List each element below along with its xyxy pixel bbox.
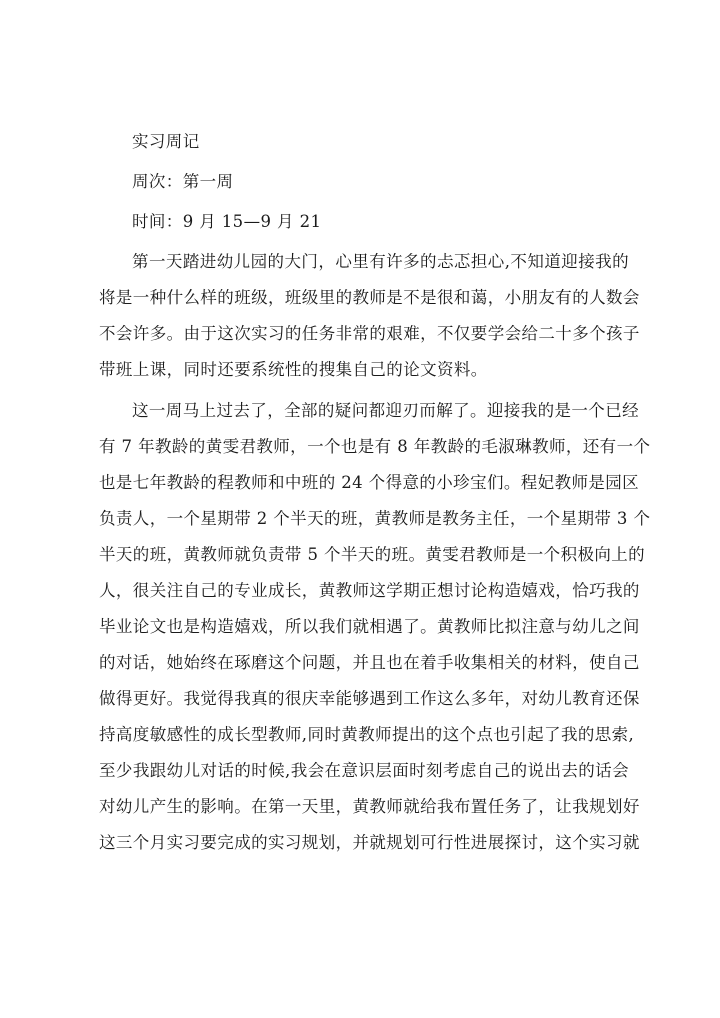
paragraph-2-line: 毕业论文也是构造嬉戏，所以我们就相遇了。黄教师比拟注意与幼儿之间 — [99, 617, 640, 636]
paragraph-2-line: 负责人，一个星期带 2 个半天的班，黄教师是教务主任，一个星期带 3 个 — [99, 509, 651, 528]
paragraph-2-line: 的对话，她始终在琢磨这个问题，并且也在着手收集相关的材料，使自己 — [99, 653, 640, 672]
document-heading: 实习周记 — [132, 132, 200, 151]
paragraph-1-line: 将是一种什么样的班级，班级里的教师是不是很和蔼，小朋友有的人数会 — [99, 288, 640, 307]
paragraph-2-line: 做得更好。我觉得我真的很庆幸能够遇到工作这么多年，对幼儿教育还保 — [99, 689, 640, 708]
paragraph-2-line: 持高度敏感性的成长型教师,同时黄教师提出的这个点也引起了我的思索, — [99, 725, 635, 744]
paragraph-1-line: 第一天踏进幼儿园的大门，心里有许多的忐忑担心,不知道迎接我的 — [132, 252, 629, 271]
paragraph-2-line: 对幼儿产生的影响。在第一天里，黄教师就给我布置任务了，让我规划好 — [99, 797, 640, 816]
paragraph-2-line: 这一周马上过去了，全部的疑问都迎刃而解了。迎接我的是一个已经 — [132, 401, 639, 420]
paragraph-1-line: 带班上课，同时还要系统性的搜集自己的论文资料。 — [99, 360, 488, 379]
paragraph-1-line: 不会许多。由于这次实习的任务非常的艰难，不仅要学会给二十多个孩子 — [99, 324, 640, 343]
paragraph-2-line: 也是七年教龄的程教师和中班的 24 个得意的小珍宝们。程妃教师是园区 — [99, 473, 640, 492]
paragraph-2-line: 这三个月实习要完成的实习规划，并就规划可行性进展探讨，这个实习就 — [99, 833, 640, 852]
time-line: 时间：9 月 15—9 月 21 — [132, 212, 322, 231]
paragraph-2-line: 至少我跟幼儿对话的时候,我会在意识层面时刻考虑自己的说出去的话会 — [99, 761, 629, 780]
paragraph-2-line: 有 7 年教龄的黄雯君教师，一个也是有 8 年教龄的毛淑琳教师，还有一个 — [99, 437, 651, 456]
week-line: 周次：第一周 — [132, 172, 234, 191]
paragraph-2-line: 人，很关注自己的专业成长，黄教师这学期正想讨论构造嬉戏，恰巧我的 — [99, 581, 640, 600]
paragraph-2-line: 半天的班，黄教师就负责带 5 个半天的班。黄雯君教师是一个积极向上的 — [99, 545, 646, 564]
